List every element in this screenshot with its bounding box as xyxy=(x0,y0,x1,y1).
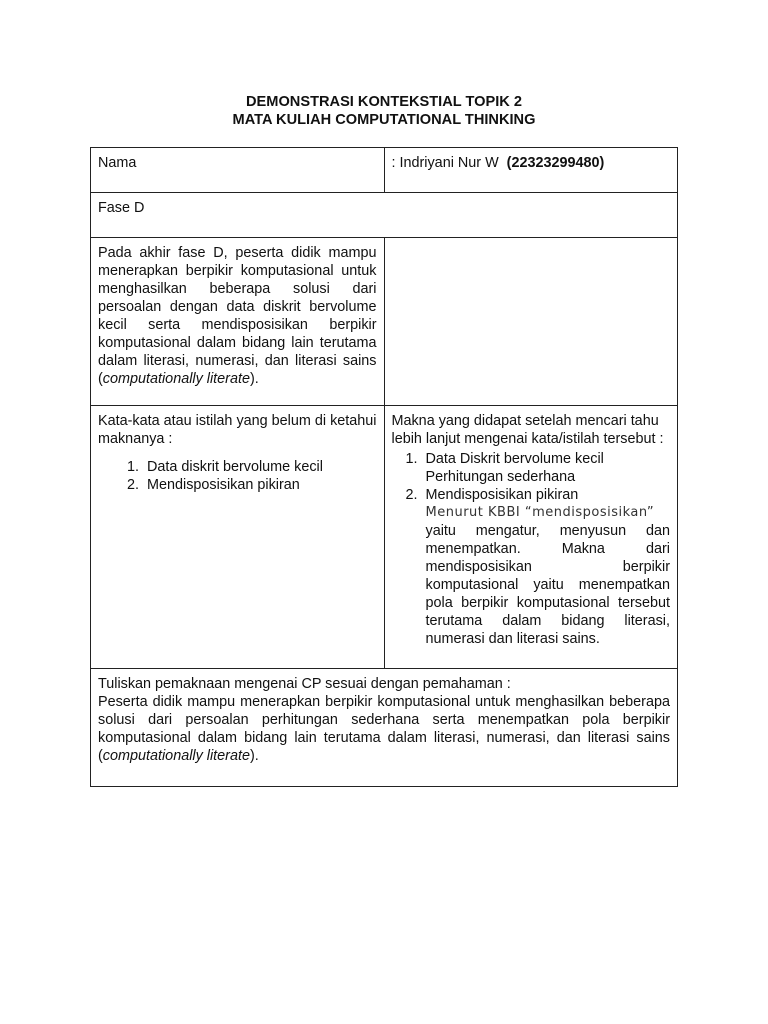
makna-item2-title: 2. Mendisposisikan pikiran xyxy=(425,487,579,503)
fase-label: Fase D xyxy=(98,200,145,216)
row-capaian xyxy=(91,238,678,406)
makna-cell xyxy=(384,406,678,669)
title-line-2: MATA KULIAH COMPUTATIONAL THINKING xyxy=(232,112,536,128)
pemaknaan-text-italic: computationally literate xyxy=(102,748,250,764)
row-nama xyxy=(91,148,678,193)
title-line-1: DEMONSTRASI KONTEKSTIAL TOPIK 2 xyxy=(246,94,522,110)
pemaknaan-text-block xyxy=(98,693,670,765)
nama-value: : Indriyani Nur W xyxy=(391,155,499,171)
nama-label-cell xyxy=(91,148,385,193)
cp-text-italic: computationally literate xyxy=(102,371,250,387)
row-kata-istilah xyxy=(91,406,678,669)
kata-item: 1. Data diskrit bervolume kecil xyxy=(143,458,377,476)
row-pemaknaan xyxy=(91,669,678,787)
pemaknaan-text: Peserta didik mampu menerapkan berpikir komputasional untuk menghasilkan beberapa solusi dari persoalan perhitungan sederhana serta menempatkan pola berpikir komputasional dalam bidang lain terutama dalam literasi, numerasi, dan literasi sains ( xyxy=(98,694,670,764)
kata-list xyxy=(98,458,377,494)
makna-item xyxy=(422,486,671,648)
makna-intro: Makna yang didapat setelah mencari tahu lebih lanjut mengenai kata/istilah tersebut : xyxy=(391,413,664,447)
makna-item2-desc: yaitu mengatur, menyusun dan menempatkan. Makna dari mendisposisikan berpikir komputasional yaitu menempatkan pola berpikir komputasional tersebut terutama dalam bidang literasi, numerasi dan literasi sains. xyxy=(425,523,670,647)
kata-cell xyxy=(91,406,385,669)
kata-intro: Kata-kata atau istilah yang belum di ketahui maknanya : xyxy=(98,413,377,447)
cp-text: Pada akhir fase D, peserta didik mampu menerapkan berpikir komputasional untuk menghasilkan beberapa solusi dari persoalan dengan data diskrit bervolume kecil serta mendisposisikan berpikir komputasional dalam bidang lain terutama dalam literasi, numerasi, dan literasi sains ( xyxy=(98,245,377,387)
cp-text-cell xyxy=(91,238,385,406)
cp-text-end: ). xyxy=(249,371,259,387)
fase-cell xyxy=(91,193,678,238)
pemaknaan-cell xyxy=(91,669,678,787)
row-fase xyxy=(91,193,678,238)
document-title xyxy=(0,93,768,129)
makna-item1-desc: Perhitungan sederhana xyxy=(425,469,576,485)
nama-value-cell xyxy=(384,148,678,193)
cp-worksheet-table xyxy=(90,147,678,787)
cp-empty-cell xyxy=(384,238,678,406)
pemaknaan-intro: Tuliskan pemaknaan mengenai CP sesuai dengan pemahaman : xyxy=(98,676,511,692)
makna-list xyxy=(392,450,671,648)
pemaknaan-text-end: ). xyxy=(249,748,259,764)
makna-item xyxy=(422,450,671,486)
nama-label: Nama xyxy=(98,155,137,171)
kata-item: 2. Mendisposisikan pikiran xyxy=(143,476,377,494)
makna-item1-title: 1. Data Diskrit bervolume kecil xyxy=(425,451,604,467)
makna-item2-note: Menurut KBBI “mendisposisikan” xyxy=(425,505,655,520)
nama-id: (22323299480) xyxy=(506,155,605,171)
